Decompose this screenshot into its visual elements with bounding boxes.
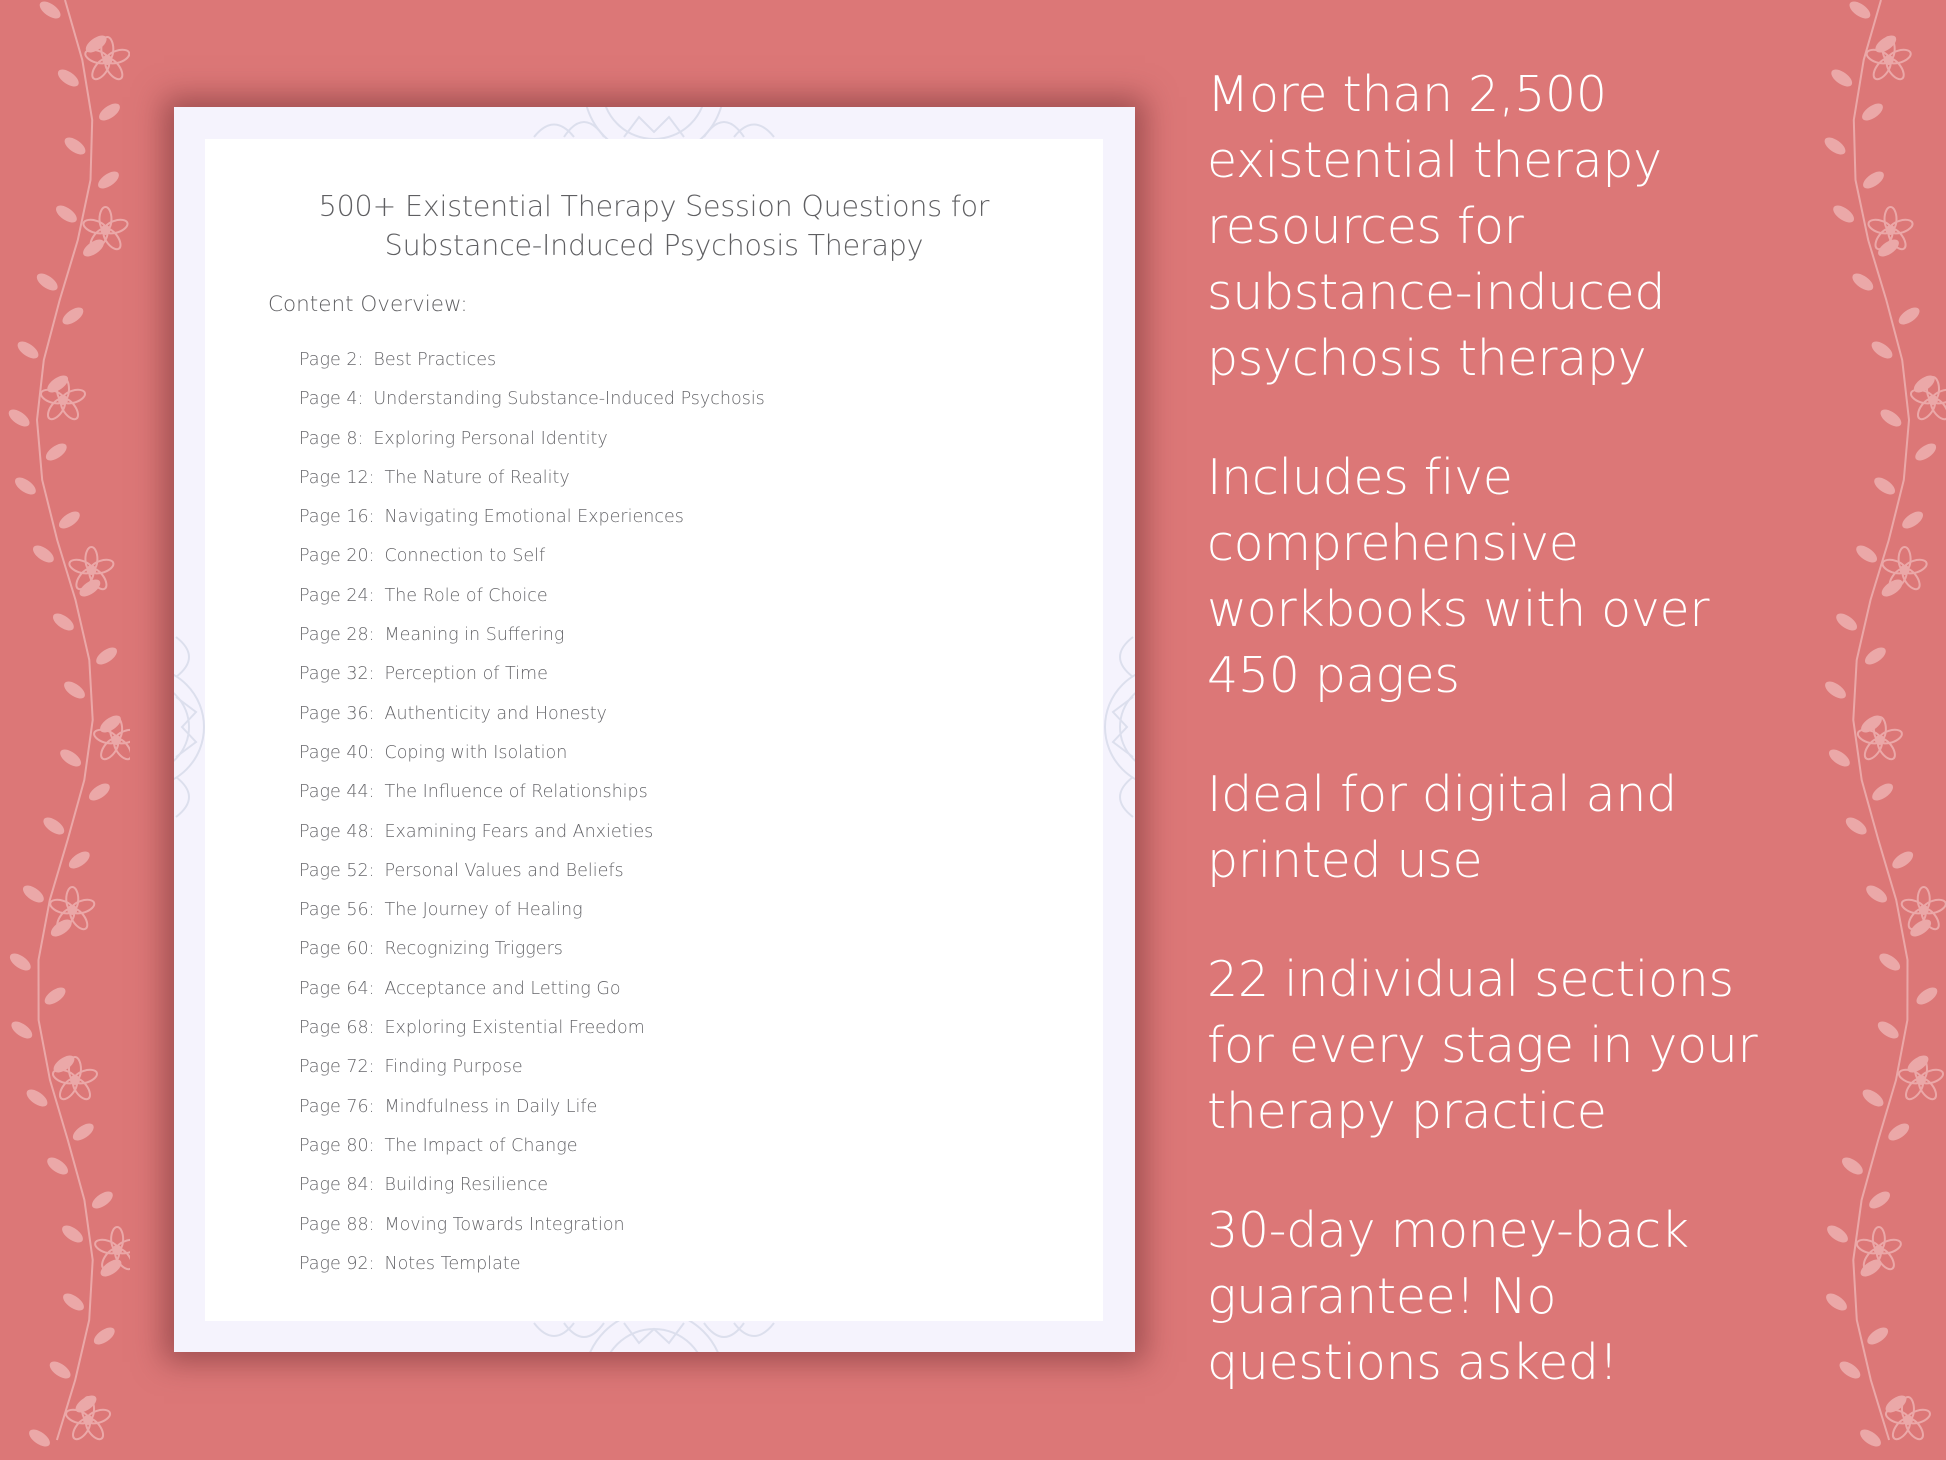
- toc-page-number: Page 16:: [299, 507, 375, 528]
- content-overview-heading: Content Overview:: [268, 292, 468, 317]
- toc-section-title: Acceptance and Letting Go: [384, 978, 621, 999]
- toc-item: [299, 1206, 765, 1245]
- toc-item: [299, 616, 765, 655]
- toc-section-title: Connection to Self: [384, 546, 546, 567]
- feature-line: guarantee! No: [1207, 1268, 1557, 1325]
- feature-line: 22 individual sections: [1207, 951, 1734, 1008]
- toc-section-title: Exploring Existential Freedom: [384, 1018, 645, 1039]
- document-page-mockup: [174, 107, 1135, 1352]
- toc-page-number: Page 28:: [299, 625, 375, 646]
- toc-item: [299, 1088, 765, 1127]
- feature-line: 450 pages: [1207, 647, 1460, 704]
- toc-section-title: Meaning in Suffering: [384, 625, 565, 646]
- mandala-top-icon: [504, 107, 804, 139]
- toc-item: [299, 930, 765, 969]
- toc-item: [299, 852, 765, 891]
- toc-section-title: Navigating Emotional Experiences: [384, 507, 684, 528]
- feature-list: [1207, 62, 1907, 1449]
- feature-line: resources for: [1207, 198, 1524, 255]
- feature-line: workbooks with over: [1207, 581, 1710, 638]
- toc-section-title: Mindfulness in Daily Life: [384, 1096, 598, 1117]
- toc-item: [299, 1048, 765, 1087]
- toc-section-title: The Impact of Change: [384, 1135, 578, 1156]
- toc-item: [299, 655, 765, 694]
- feature-line: 30-day money-back: [1207, 1202, 1689, 1259]
- toc-section-title: Notes Template: [384, 1253, 521, 1274]
- toc-section-title: Understanding Substance-Induced Psychosis: [373, 389, 765, 410]
- toc-section-title: Best Practices: [373, 350, 497, 370]
- toc-item: [299, 459, 765, 498]
- mandala-left-icon: [174, 607, 205, 847]
- toc-page-number: Page 2:: [299, 350, 364, 370]
- floral-vine-left-icon: [0, 0, 130, 1460]
- toc-item: [299, 734, 765, 773]
- feature-line: printed use: [1207, 832, 1483, 889]
- toc-section-title: Building Resilience: [384, 1175, 548, 1196]
- feature-line: therapy practice: [1207, 1083, 1607, 1140]
- feature-line: substance-induced: [1207, 264, 1666, 321]
- toc-page-number: Page 12:: [299, 467, 375, 488]
- feature-line: Ideal for digital and: [1207, 766, 1677, 823]
- toc-section-title: Moving Towards Integration: [384, 1214, 625, 1235]
- toc-page-number: Page 56:: [299, 900, 375, 921]
- toc-item: [299, 1166, 765, 1205]
- toc-section-title: Coping with Isolation: [384, 742, 568, 763]
- toc-page-number: Page 8:: [299, 428, 364, 449]
- toc-page-number: Page 4:: [299, 389, 364, 410]
- toc-item: [299, 380, 765, 419]
- document-content-area: [205, 139, 1103, 1321]
- feature-item: [1207, 62, 1907, 392]
- toc-section-title: Recognizing Triggers: [384, 939, 563, 960]
- toc-item: [299, 695, 765, 734]
- toc-item: [299, 1245, 765, 1284]
- toc-page-number: Page 68:: [299, 1018, 375, 1039]
- toc-page-number: Page 88:: [299, 1214, 375, 1235]
- toc-page-number: Page 52:: [299, 860, 375, 881]
- feature-item: [1207, 1198, 1907, 1396]
- feature-line: comprehensive: [1207, 515, 1579, 572]
- feature-line: questions asked!: [1207, 1334, 1619, 1391]
- toc-item: [299, 537, 765, 576]
- toc-page-number: Page 84:: [299, 1175, 375, 1196]
- table-of-contents: [299, 341, 765, 1284]
- toc-page-number: Page 92:: [299, 1253, 375, 1274]
- toc-page-number: Page 60:: [299, 939, 375, 960]
- toc-page-number: Page 80:: [299, 1135, 375, 1156]
- toc-page-number: Page 48:: [299, 821, 375, 842]
- document-title-line-2: Substance-Induced Psychosis Therapy: [384, 229, 924, 262]
- toc-item: [299, 1127, 765, 1166]
- toc-page-number: Page 32:: [299, 664, 375, 685]
- toc-item: [299, 420, 765, 459]
- feature-line: More than 2,500: [1207, 66, 1607, 123]
- toc-item: [299, 498, 765, 537]
- toc-section-title: The Nature of Reality: [384, 467, 570, 488]
- toc-section-title: The Role of Choice: [384, 585, 548, 606]
- toc-page-number: Page 44:: [299, 782, 375, 803]
- feature-item: [1207, 762, 1907, 894]
- feature-item: [1207, 947, 1907, 1145]
- toc-page-number: Page 24:: [299, 585, 375, 606]
- toc-item: [299, 577, 765, 616]
- toc-page-number: Page 76:: [299, 1096, 375, 1117]
- document-title: [205, 187, 1103, 265]
- mandala-bottom-icon: [504, 1321, 804, 1352]
- toc-section-title: Personal Values and Beliefs: [384, 860, 624, 881]
- toc-section-title: The Journey of Healing: [384, 900, 583, 921]
- toc-item: [299, 1009, 765, 1048]
- toc-section-title: The Influence of Relationships: [384, 782, 648, 803]
- document-title-line-1: 500+ Existential Therapy Session Questions for: [318, 190, 990, 223]
- toc-section-title: Exploring Personal Identity: [373, 428, 608, 449]
- toc-page-number: Page 36:: [299, 703, 375, 724]
- feature-line: Includes five: [1207, 449, 1513, 506]
- toc-section-title: Finding Purpose: [384, 1057, 523, 1078]
- toc-item: [299, 970, 765, 1009]
- toc-item: [299, 341, 765, 380]
- toc-item: [299, 891, 765, 930]
- mandala-right-icon: [1104, 607, 1135, 847]
- toc-item: [299, 773, 765, 812]
- toc-section-title: Perception of Time: [384, 664, 548, 685]
- toc-section-title: Examining Fears and Anxieties: [384, 821, 654, 842]
- toc-page-number: Page 64:: [299, 978, 375, 999]
- feature-item: [1207, 445, 1907, 709]
- toc-section-title: Authenticity and Honesty: [384, 703, 607, 724]
- toc-item: [299, 813, 765, 852]
- toc-page-number: Page 40:: [299, 742, 375, 763]
- toc-page-number: Page 72:: [299, 1057, 375, 1078]
- toc-page-number: Page 20:: [299, 546, 375, 567]
- feature-line: existential therapy: [1207, 132, 1662, 189]
- feature-line: psychosis therapy: [1207, 330, 1647, 387]
- feature-line: for every stage in your: [1207, 1017, 1758, 1074]
